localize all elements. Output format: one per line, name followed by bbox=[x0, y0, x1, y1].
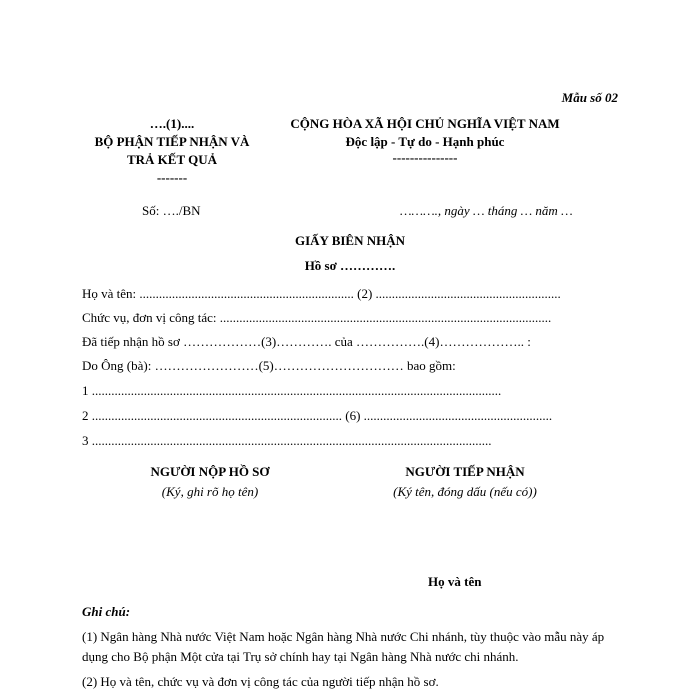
field-item-2: 2 ............................................................................. (6) .......................................................... bbox=[82, 408, 553, 423]
receiver-signature-title: NGƯỜI TIẾP NHẬN bbox=[405, 464, 525, 479]
receiver-signature-note: (Ký tên, đóng dấu (nếu có)) bbox=[393, 484, 537, 499]
department-name-line1: BỘ PHẬN TIẾP NHẬN VÀ bbox=[94, 134, 250, 149]
national-title: CỘNG HÒA XÃ HỘI CHỦ NGHĨA VIỆT NAM bbox=[290, 116, 560, 131]
field-item-1: 1 .............................................................................................................................. bbox=[82, 383, 502, 398]
submitter-signature-title: NGƯỜI NỘP HỒ SƠ bbox=[150, 464, 270, 479]
national-motto: Độc lập - Tự do - Hạnh phúc bbox=[345, 134, 505, 149]
document-number: Số: …./BN bbox=[142, 203, 201, 218]
field-full-name: Họ và tên: .................................................................. (2) ......................................................... bbox=[82, 286, 561, 301]
date-line: ………., ngày … tháng … năm … bbox=[400, 203, 573, 218]
field-received-dossier: Đã tiếp nhận hồ sơ ………………(3)…………. của …………….(4)……………….. : bbox=[82, 334, 531, 349]
document-subtitle: Hồ sơ …………. bbox=[304, 258, 396, 273]
receiver-name-label: Họ và tên bbox=[428, 574, 482, 589]
field-submitted-by: Do Ông (bà): ……………………(5)………………………… bao gồm: bbox=[82, 358, 456, 373]
right-header-divider: --------------- bbox=[392, 150, 458, 165]
agency-placeholder: ….(1).... bbox=[149, 116, 195, 131]
field-item-3: 3 ........................................................................................................................... bbox=[82, 433, 492, 448]
notes-heading: Ghi chú: bbox=[82, 604, 131, 619]
note-item-2: (2) Họ và tên, chức vụ và đơn vị công tác của người tiếp nhận hồ sơ. bbox=[82, 674, 439, 689]
submitter-signature-note: (Ký, ghi rõ họ tên) bbox=[161, 484, 259, 499]
form-number: Mẫu số 02 bbox=[561, 90, 618, 105]
note-item-1: (1) Ngân hàng Nhà nước Việt Nam hoặc Ngân hàng Nhà nước Chi nhánh, tùy thuộc vào mẫu này áp dụng cho Bộ phận Một cửa tại Trụ sở chính hay tại Ngân hàng Nhà nước chi nhánh. bbox=[82, 629, 605, 664]
document-title: GIẤY BIÊN NHẬN bbox=[294, 233, 406, 248]
field-position: Chức vụ, đơn vị công tác: ...................................................................................................... bbox=[82, 310, 552, 325]
left-header-divider: ------- bbox=[156, 170, 188, 185]
department-name-line2: TRẢ KẾT QUẢ bbox=[126, 152, 218, 167]
